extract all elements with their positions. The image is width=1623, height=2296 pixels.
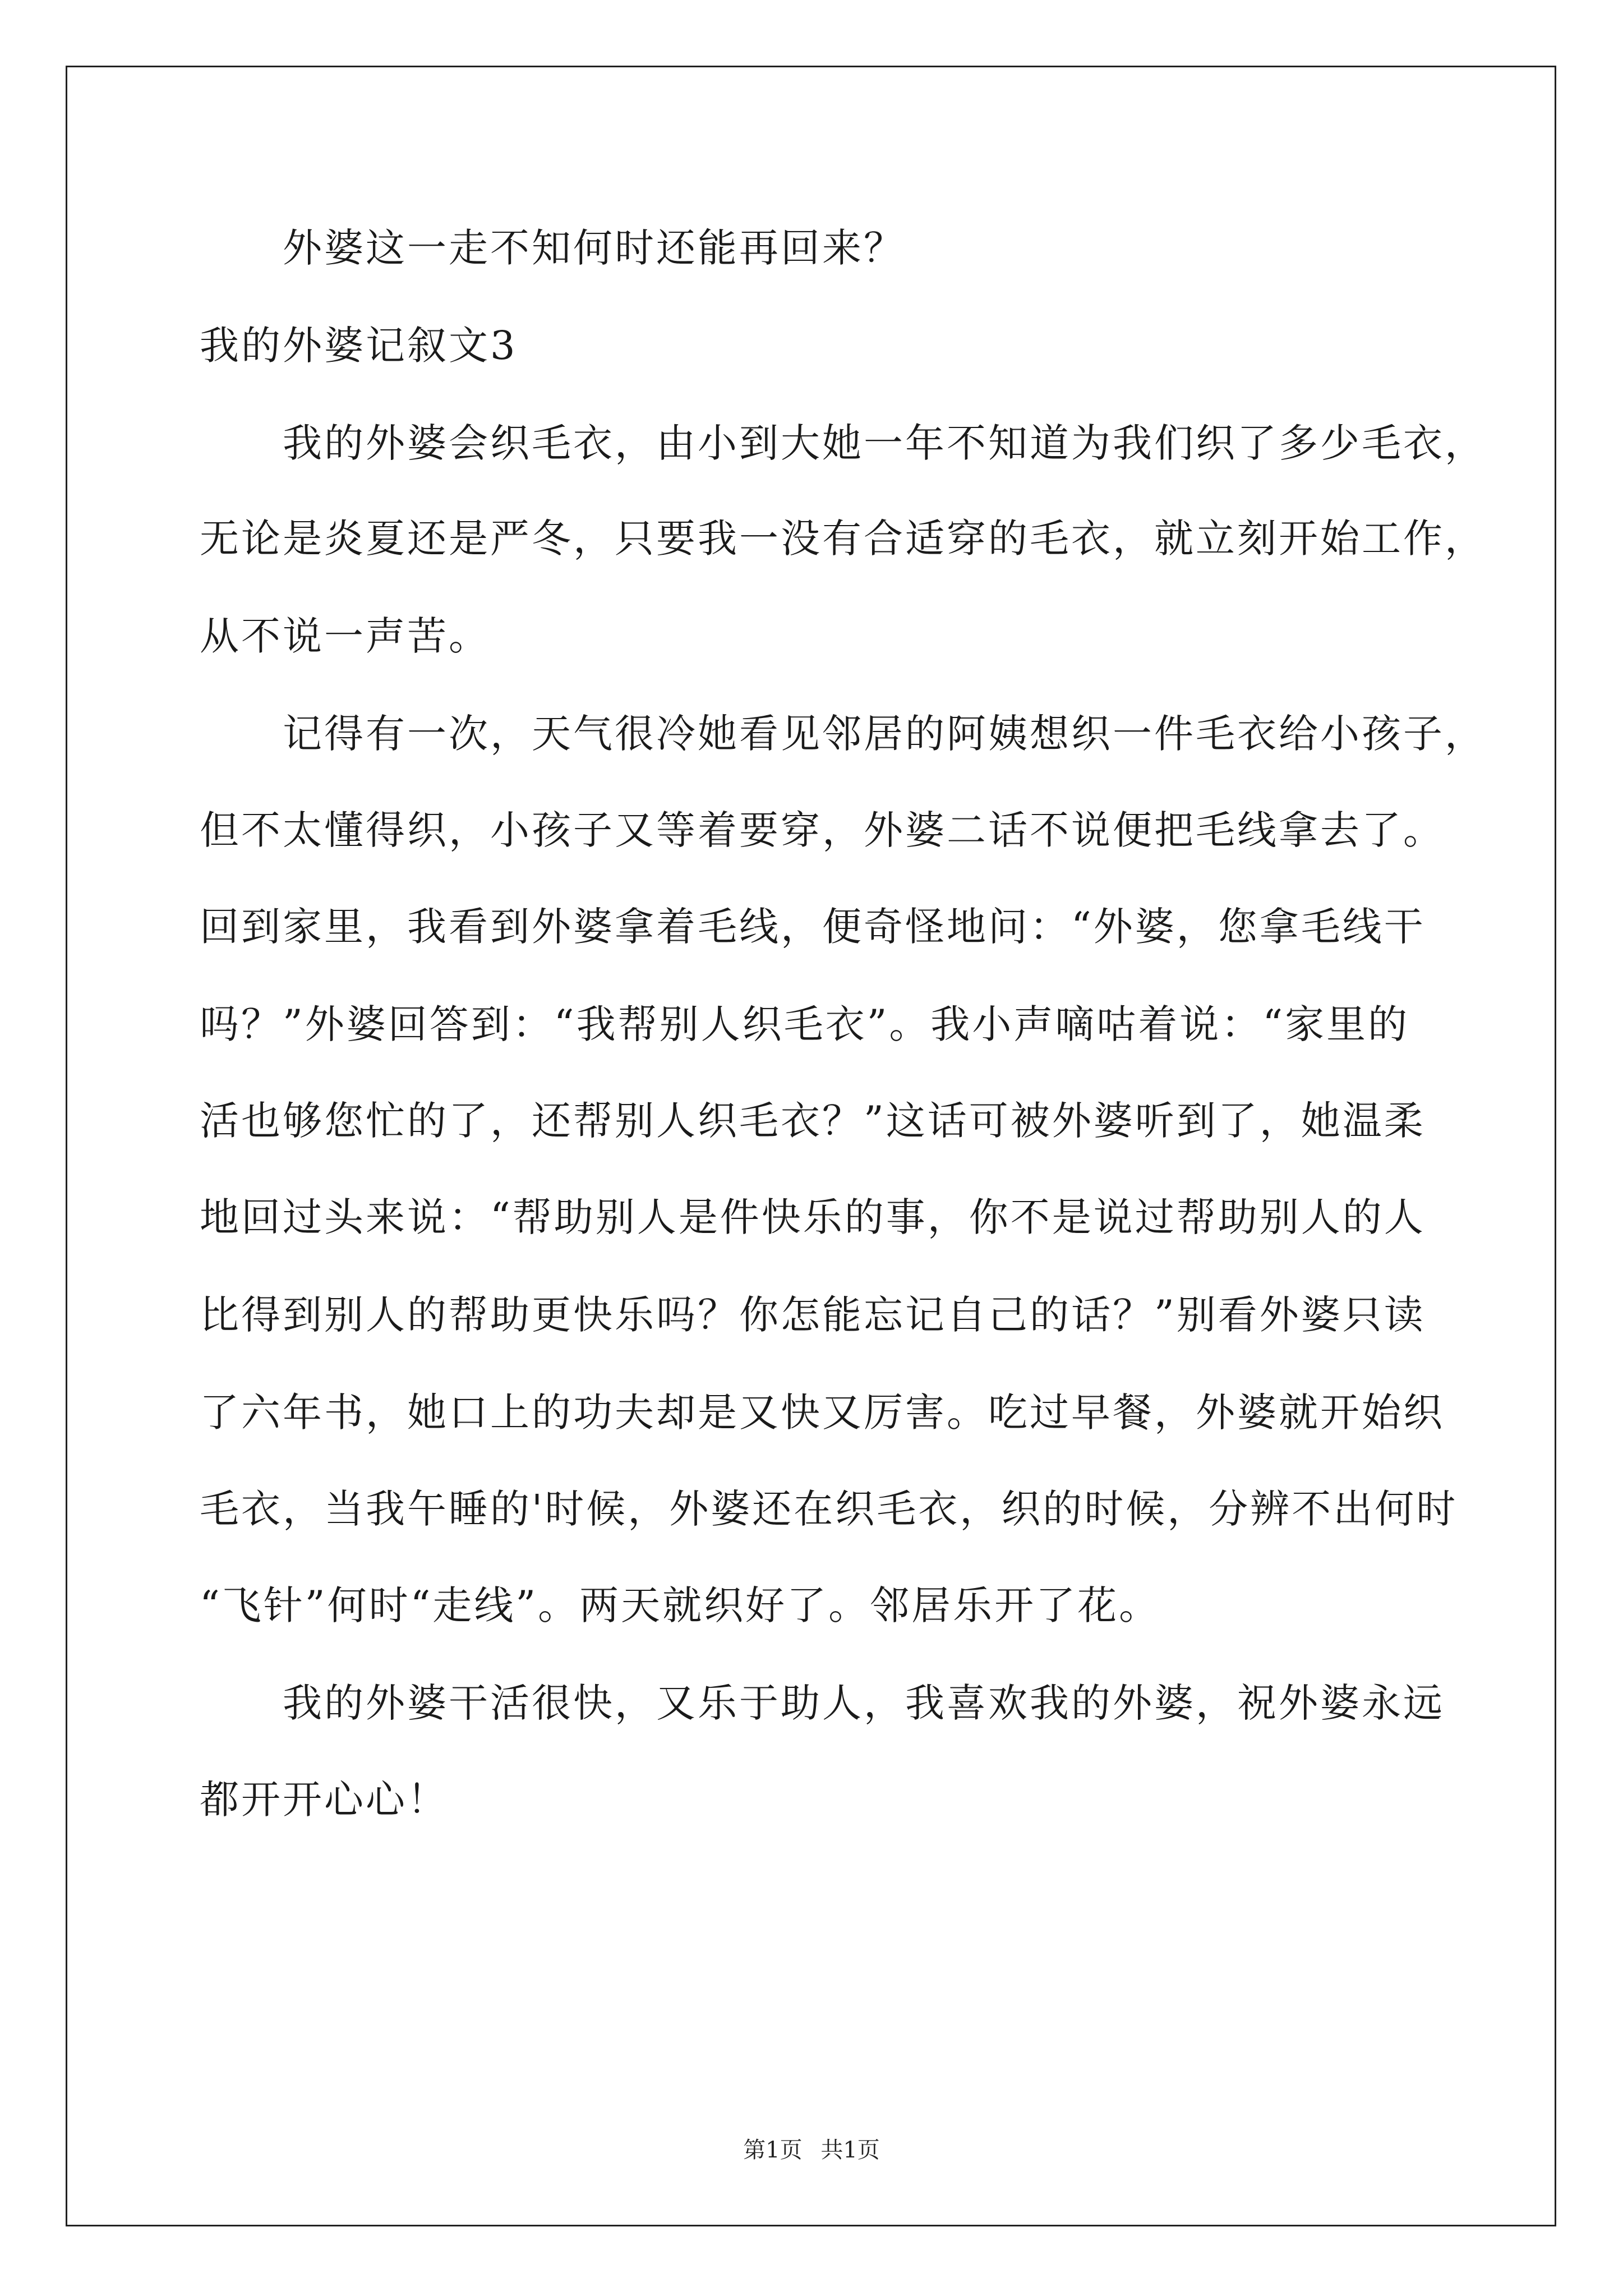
paragraph-line: 比得到别人的帮助更快乐吗？你怎能忘记自己的话？”别看外婆只读 [200, 1292, 1426, 1338]
paragraph-line: 无论是炎夏还是严冬，只要我一没有合适穿的毛衣，就立刻开始工作， [200, 516, 1486, 562]
paragraph-line: 都开开心心！ [200, 1777, 449, 1823]
paragraph-line: 我的外婆干活很快，又乐于助人，我喜欢我的外婆，祝外婆永远 [283, 1680, 1445, 1726]
paragraph-line: 记得有一次，天气很冷她看见邻居的阿姨想织一件毛衣给小孩子， [283, 711, 1486, 757]
paragraph-line: 活也够您忙的了，还帮别人织毛衣？”这话可被外婆听到了，她温柔 [200, 1098, 1426, 1144]
paragraph-line: 吗？”外婆回答到：“我帮别人织毛衣”。我小声嘀咕着说：“家里的 [200, 1001, 1410, 1047]
paragraph-line: 外婆这一走不知何时还能再回来？ [283, 225, 905, 271]
paragraph-line: 但不太懂得织，小孩子又等着要穿，外婆二话不说便把毛线拿去了。 [200, 807, 1445, 853]
paragraph-line: 回到家里，我看到外婆拿着毛线，便奇怪地问：“外婆，您拿毛线干 [200, 904, 1426, 950]
paragraph-line: 毛衣，当我午睡的'时候，外婆还在织毛衣，织的时候，分辨不出何时 [200, 1486, 1458, 1532]
page-border [66, 66, 1556, 2226]
page-footer: 第1页 共1页 [743, 2137, 880, 2163]
paragraph-line: “飞针”何时“走线”。两天就织好了。邻居乐开了花。 [200, 1582, 1161, 1628]
paragraph-line: 我的外婆会织毛衣，由小到大她一年不知道为我们织了多少毛衣， [283, 420, 1486, 466]
paragraph-line: 地回过头来说：“帮助别人是件快乐的事，你不是说过帮助别人的人 [200, 1194, 1426, 1240]
section-heading: 我的外婆记叙文3 [200, 323, 518, 369]
paragraph-line: 了六年书，她口上的功夫却是又快又厉害。吃过早餐，外婆就开始织 [200, 1389, 1445, 1435]
paragraph-line: 从不说一声苦。 [200, 613, 490, 659]
